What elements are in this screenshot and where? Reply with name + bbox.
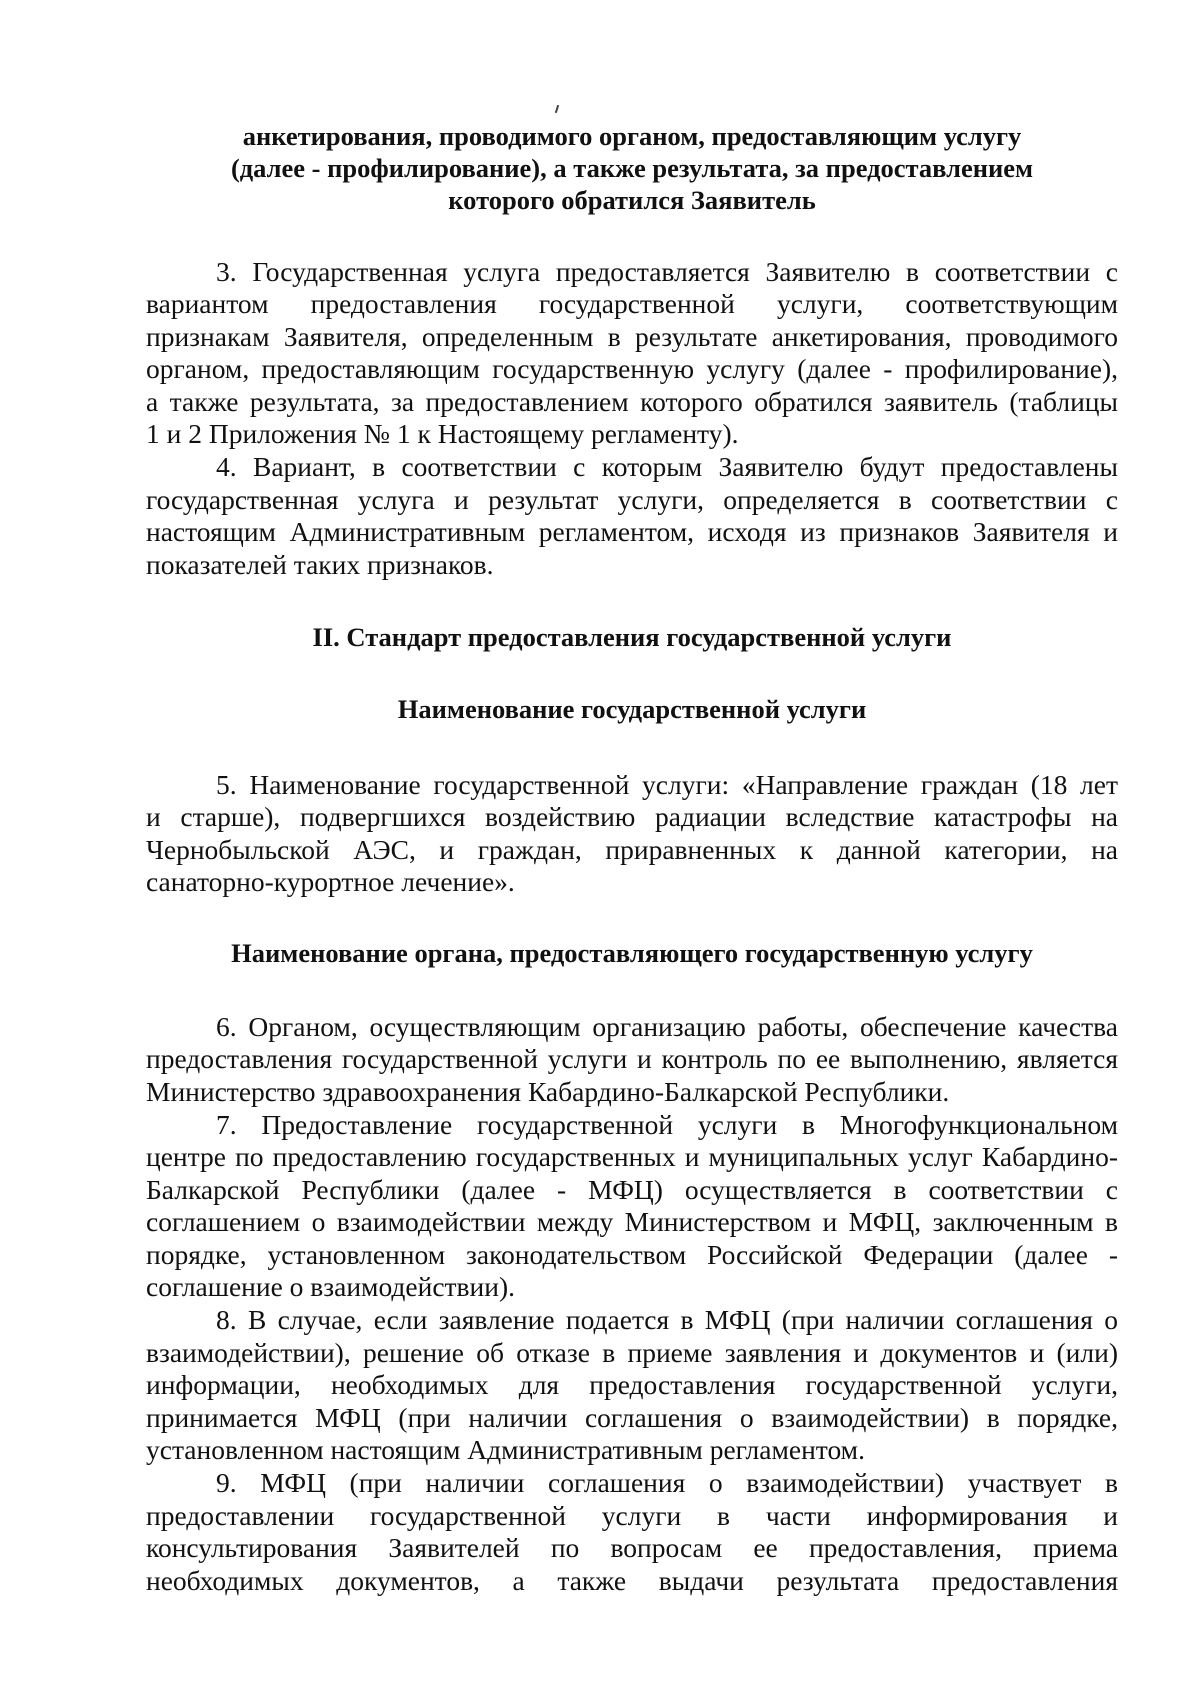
- paragraph-line: предоставления государственной услуги и контроль по ее выполнению, является: [146, 1043, 1118, 1075]
- paragraph-line: 4. Вариант, в соответствии с которым Заявителю будут предоставлены: [216, 451, 1118, 483]
- intro-heading-line: анкетирования, проводимого органом, предоставляющим услугу: [242, 121, 1022, 151]
- paragraph-7: [146, 1109, 1118, 1303]
- paragraph-line: соглашением о взаимодействии между Министерством и МФЦ, заключенным в: [146, 1206, 1118, 1238]
- paragraph-line: признакам Заявителя, определенным в результате анкетирования, проводимого: [146, 320, 1118, 352]
- paragraph-line: 5. Наименование государственной услуги: «Направление граждан (18 лет: [216, 769, 1118, 801]
- paragraph-line: информации, необходимых для предоставления государственной услуги,: [146, 1369, 1118, 1401]
- paragraph-line: 7. Предоставление государственной услуги в Многофункциональном: [216, 1108, 1118, 1140]
- paragraph-line: установленном настоящим Административным регламентом.: [146, 1433, 865, 1465]
- paragraph-line: центре по предоставлению государственных и муниципальных услуг Кабардино-: [146, 1141, 1118, 1173]
- paragraph-8: [146, 1304, 1118, 1466]
- paragraph-3: [146, 256, 1118, 450]
- paragraph-line: 8. В случае, если заявление подается в МФЦ (при наличии соглашения о: [216, 1304, 1118, 1336]
- paragraph-line: вариантом предоставления государственной услуги, соответствующим: [146, 288, 1118, 320]
- paragraph-line: Чернобыльской АЭС, и граждан, приравненных к данной категории, на: [146, 833, 1118, 865]
- subheading-service-name: Наименование государственной услуги: [397, 694, 867, 725]
- paragraph-line: показателей таких признаков.: [146, 548, 494, 580]
- paragraph-6: [146, 1011, 1118, 1108]
- scan-artifact: [555, 105, 559, 113]
- paragraph-line: 1 и 2 Приложения № 1 к Настоящему регламенту).: [146, 418, 739, 450]
- paragraph-4: [146, 451, 1118, 581]
- paragraph-line: 9. МФЦ (при наличии соглашения о взаимодействии) участвует в: [216, 1467, 1118, 1499]
- paragraph-line: органом, предоставляющим государственную услугу (далее - профилирование),: [146, 353, 1118, 385]
- paragraph-9: [146, 1467, 1118, 1597]
- paragraph-line: предоставлении государственной услуги в части информирования и: [146, 1499, 1118, 1531]
- intro-heading-line: которого обратился Заявитель: [448, 185, 816, 215]
- paragraph-line: 3. Государственная услуга предоставляется Заявителю в соответствии с: [216, 256, 1118, 287]
- paragraph-line: взаимодействии), решение об отказе в приеме заявления и документов и (или): [146, 1336, 1118, 1368]
- paragraph-line: Балкарской Республики (далее - МФЦ) осуществляется в соответствии с: [146, 1173, 1118, 1205]
- intro-heading-line: (далее - профилирование), а также результата, за предоставлением: [230, 153, 1034, 183]
- subheading-organ: Наименование органа, предоставляющего государственную услугу: [231, 937, 1033, 968]
- intro-heading: [146, 120, 1118, 216]
- paragraph-line: соглашение о взаимодействии).: [146, 1270, 516, 1302]
- paragraph-line: а также результата, за предоставлением которого обратился заявитель (таблицы: [146, 385, 1118, 417]
- paragraph-line: санаторно-курортное лечение».: [146, 866, 515, 898]
- paragraph-line: порядке, установленном законодательством Российской Федерации (далее -: [146, 1238, 1118, 1270]
- document-body: [146, 116, 1118, 1597]
- paragraph-5: [146, 769, 1118, 899]
- paragraph-line: 6. Органом, осуществляющим организацию работы, обеспечение качества: [216, 1010, 1118, 1042]
- section-2-title: II. Стандарт предоставления государственной услуги: [312, 622, 952, 653]
- paragraph-line: необходимых документов, а также выдачи результата предоставления: [146, 1564, 1118, 1596]
- paragraph-line: и старше), подвергшихся воздействию радиации вследствие катастрофы на: [146, 801, 1118, 833]
- paragraph-line: консультирования Заявителей по вопросам ее предоставления, приема: [146, 1532, 1118, 1564]
- paragraph-line: Министерство здравоохранения Кабардино-Балкарской Республики.: [146, 1075, 950, 1107]
- paragraph-line: государственная услуга и результат услуги, определяется в соответствии с: [146, 483, 1118, 515]
- paragraph-line: настоящим Административным регламентом, исходя из признаков Заявителя и: [146, 516, 1118, 548]
- paragraph-line: принимается МФЦ (при наличии соглашения о взаимодействии) в порядке,: [146, 1401, 1118, 1433]
